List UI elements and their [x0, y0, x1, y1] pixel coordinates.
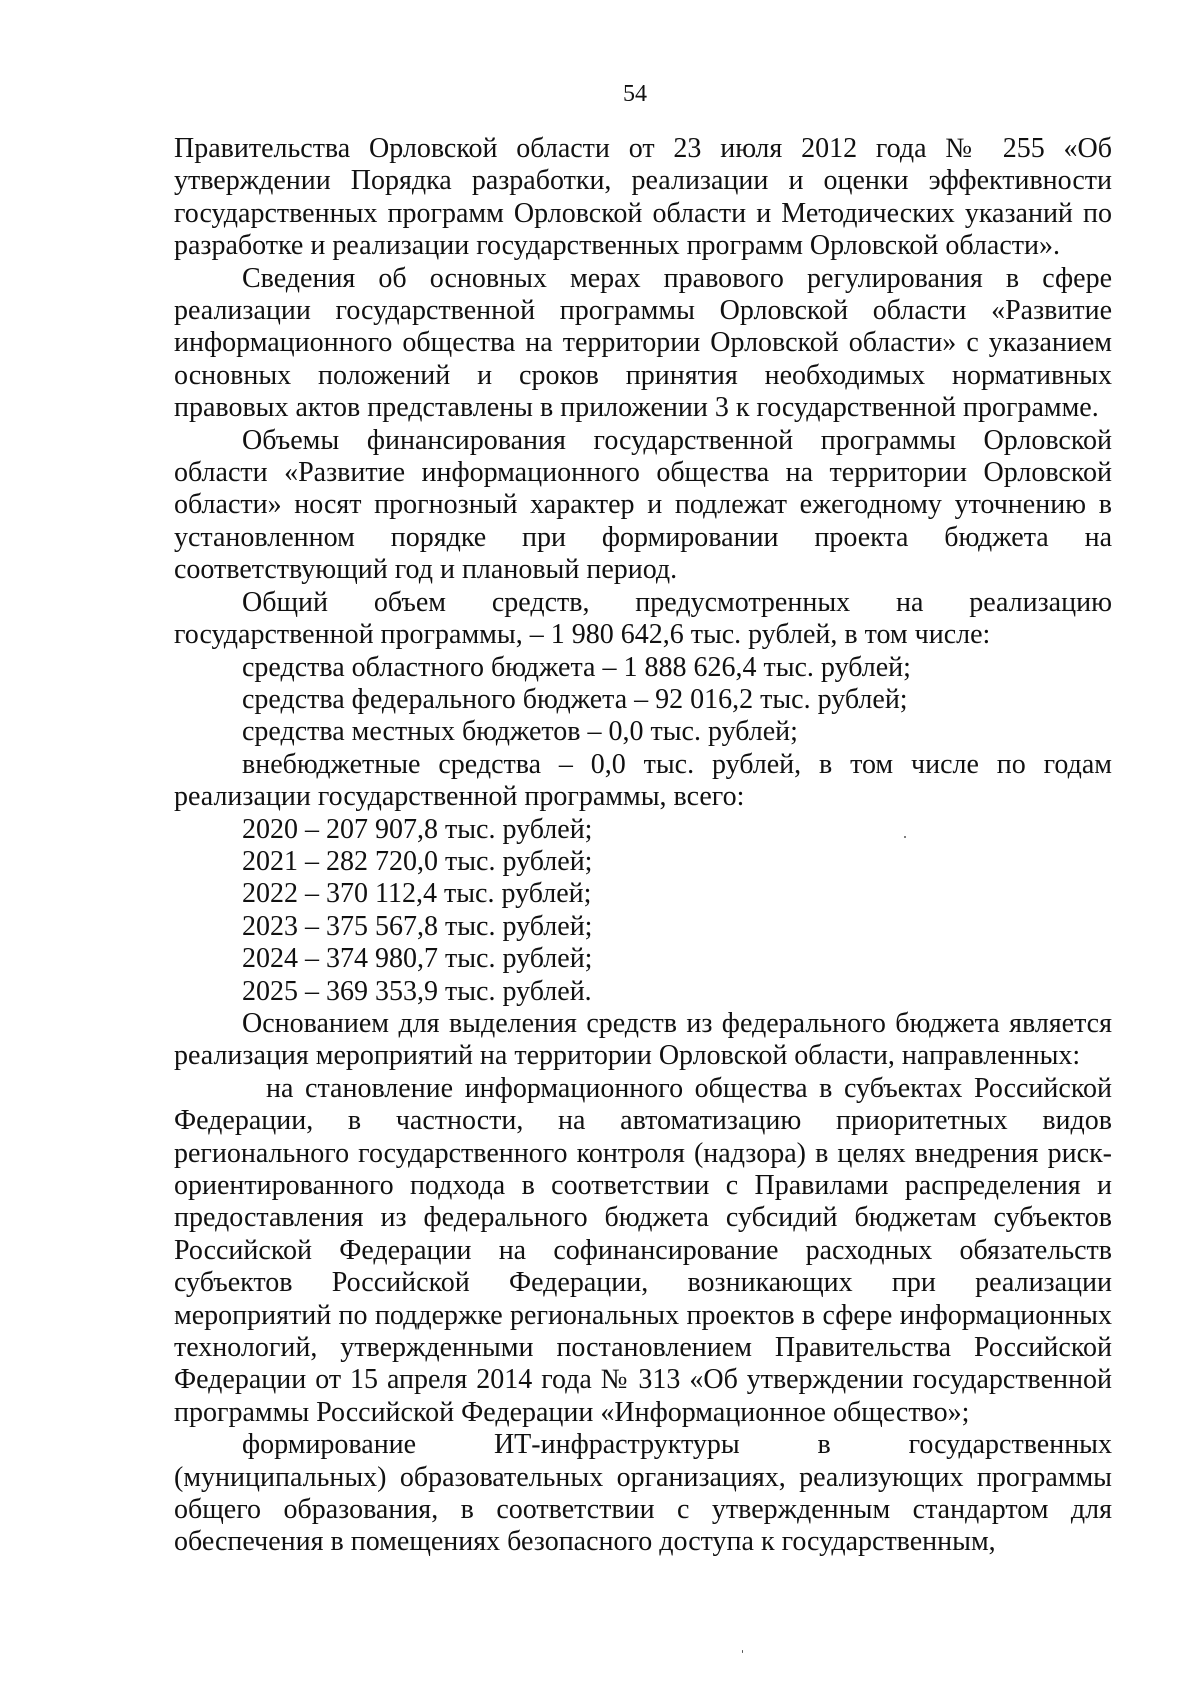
- funding-year-2022: 2022 – 370 112,4 тыс. рублей;: [242, 878, 592, 910]
- scan-speck: [742, 1650, 743, 1653]
- funding-extrabudgetary: внебюджетные средства – 0,0 тыс. рублей, в том числе по годам реализации государственной программы, всего:: [174, 748, 1112, 813]
- paragraph-funding-volumes: Объемы финансирования государственной программы Орловской области «Развитие информационного общества на территории Орловской области» носят прогнозный характер и подлежат ежегодному уточнению в установленном порядке при формировании проекта бюджета на соответствующий год и плановый период.: [174, 424, 1112, 586]
- funding-year-2025: 2025 – 369 353,9 тыс. рублей.: [242, 975, 592, 1007]
- funding-local-budgets: средства местных бюджетов – 0,0 тыс. рублей;: [242, 716, 798, 748]
- paragraph-information-society: на становление информационного общества в субъектах Российской Федерации, в частности, на автоматизацию приоритетных видов регионального государственного контроля (надзора) в целях внедрения риск-ориентированного подхода в соответствии с Правилами распределения и предоставления из федерального бюджета субсидий бюджетам субъектов Российской Федерации на софинансирование расходных обязательств субъектов Российской Федерации, возникающих при реализации мероприятий по поддержке региональных проектов в сфере информационных технологий, утвержденными постановлением Правительства Российской Федерации от 15 апреля 2014 года № 313 «Об утверждении государственной программы Российской Федерации «Информационное общество»;: [174, 1072, 1112, 1428]
- funding-year-2024: 2024 – 374 980,7 тыс. рублей;: [242, 943, 593, 975]
- paragraph-federal-basis: Основанием для выделения средств из федерального бюджета является реализация мероприятий на территории Орловской области, направленных:: [174, 1007, 1112, 1072]
- funding-federal-budget: средства федерального бюджета – 92 016,2 тыс. рублей;: [242, 683, 908, 715]
- document-body: [174, 133, 1112, 1559]
- page-number: 54: [623, 81, 647, 107]
- paragraph-total-funding: Общий объем средств, предусмотренных на реализацию государственной программы, – 1 980 642,6 тыс. рублей, в том числе:: [174, 586, 1112, 651]
- scan-speck: [904, 836, 906, 838]
- funding-year-2021: 2021 – 282 720,0 тыс. рублей;: [242, 845, 593, 877]
- funding-year-2020: 2020 – 207 907,8 тыс. рублей;: [242, 813, 593, 845]
- funding-year-2023: 2023 – 375 567,8 тыс. рублей;: [242, 910, 593, 942]
- paragraph-legal-measures: Сведения об основных мерах правового регулирования в сфере реализации государственной программы Орловской области «Развитие информационного общества на территории Орловской области» с указанием основных положений и сроков принятия необходимых нормативных правовых актов представлены в приложении 3 к государственной программе.: [174, 262, 1112, 424]
- paragraph-regulation-reference: Правительства Орловской области от 23 июля 2012 года № 255 «Об утверждении Порядка разработки, реализации и оценки эффективности государственных программ Орловской области и Методических указаний по разработке и реализации государственных программ Орловской области».: [174, 133, 1112, 262]
- funding-regional-budget: средства областного бюджета – 1 888 626,4 тыс. рублей;: [242, 651, 911, 683]
- paragraph-it-infrastructure: формирование ИТ-инфраструктуры в государственных (муниципальных) образовательных организациях, реализующих программы общего образования, в соответствии с утвержденным стандартом для обеспечения в помещениях безопасного доступа к государственным,: [174, 1429, 1112, 1558]
